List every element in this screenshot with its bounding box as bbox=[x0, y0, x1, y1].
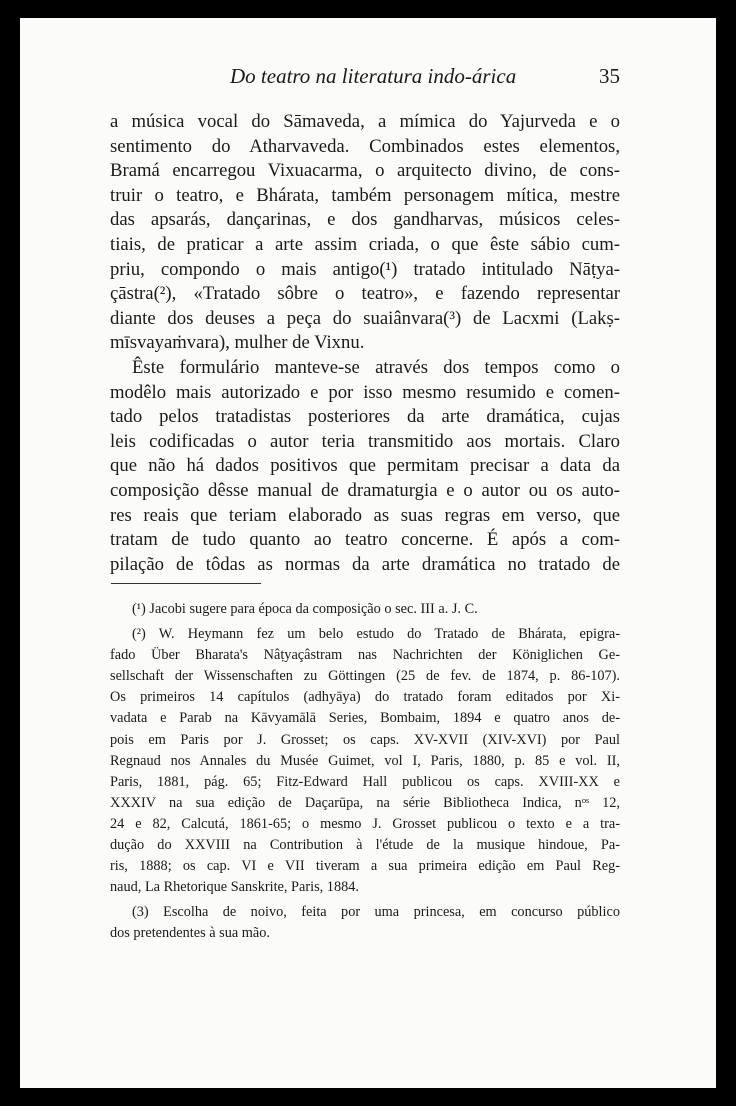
footnote-2-line: pois em Paris por J. Grosset; os caps. XV-XVII (XIV-XVI) por Paul bbox=[110, 731, 620, 748]
footnote-2-line: Paris, 1881, pág. 65; Fitz-Edward Hall publicou os caps. XVIII-XX e bbox=[110, 773, 620, 790]
footnotes bbox=[110, 599, 620, 945]
body-line: priu, compondo o mais antigo(¹) tratado intitulado Nāṭya- bbox=[110, 258, 620, 280]
book-page bbox=[20, 18, 716, 1088]
body-line: pilação de tôdas as normas da arte dramática no tratado de bbox=[110, 553, 620, 575]
body-line: sentimento do Atharvaveda. Combinados estes elementos, bbox=[110, 135, 620, 157]
footnote-2-line: Regnaud nos Annales du Musée Guimet, vol I, Paris, 1880, p. 85 e vol. II, bbox=[110, 752, 620, 769]
footnote-3-line: dos pretendentes à sua mão. bbox=[110, 925, 270, 942]
footnote-3-line: (3) Escolha de noivo, feita por uma princesa, em concurso público bbox=[132, 904, 620, 921]
body-line: modêlo mais autorizado e por isso mesmo resumido e comen- bbox=[110, 381, 620, 403]
footnote-2-line: XXXIV na sua edição de Daçarūpa, na série Bibliotheca Indica, nᵒˢ 12, bbox=[110, 794, 620, 811]
body-line: tado pelos tratadistas posteriores da arte dramática, cujas bbox=[110, 406, 620, 428]
footnote-rule bbox=[111, 583, 261, 584]
body-line: Êste formulário manteve-se através dos tempos como o bbox=[132, 356, 620, 378]
body-line: tratam de tudo quanto ao teatro concerne. É após a com- bbox=[110, 529, 620, 551]
body-line: çāstra(²), «Tratado sôbre o teatro», e fazendo representar bbox=[110, 283, 620, 305]
body-line: truir o teatro, e Bhárata, também personagem mítica, mestre bbox=[110, 184, 620, 206]
footnote-2-line: fado Über Bharata's Nâṭyaçâstram nas Nachrichten der Königlichen Ge- bbox=[110, 647, 620, 664]
footnote-2-line: sellschaft der Wissenschaften zu Göttingen (25 de fev. de 1874, p. 86-107). bbox=[110, 668, 620, 685]
body-text bbox=[110, 110, 620, 577]
body-line: das apsarás, dançarinas, e dos gandharvas, músicos celes- bbox=[110, 209, 620, 231]
body-line: que não há dados positivos que permitam precisar a data da bbox=[110, 455, 620, 477]
footnote-2-line: naud, La Rhetorique Sanskrite, Paris, 1884. bbox=[110, 879, 359, 896]
page-number: 35 bbox=[599, 64, 620, 88]
footnote-2-line: dução do XXVIII na Contribution à l'étude de la musique hindoue, Pa- bbox=[110, 837, 620, 854]
footnote-1-line: (¹) Jacobi sugere para época da composição o sec. III a. J. C. bbox=[132, 601, 478, 617]
footnote-2-line: 24 e 82, Calcutá, 1861-65; o mesmo J. Grosset publicou o texto e a tra- bbox=[110, 815, 620, 832]
body-line: leis codificadas o autor teria transmitido aos mortais. Claro bbox=[110, 430, 620, 452]
page-header bbox=[110, 64, 620, 94]
footnote-2-line: (²) W. Heymann fez um belo estudo do Tratado de Bhárata, epigra- bbox=[132, 626, 620, 643]
body-line: Bramá encarregou Vixuacarma, o arquitecto divino, de cons- bbox=[110, 160, 620, 182]
footnote-2-line: vadata e Parab na Kāvyamālā Series, Bombaim, 1894 e quatro anos de- bbox=[110, 710, 620, 727]
body-line: tiais, de praticar a arte assim criada, o que êste sábio cum- bbox=[110, 233, 620, 255]
body-line: res reais que teriam elaborado as suas regras em verso, que bbox=[110, 504, 620, 526]
body-line: a música vocal do Sāmaveda, a mímica do Yajurveda e o bbox=[110, 111, 620, 132]
running-title: Do teatro na literatura indo-árica bbox=[230, 64, 517, 88]
footnote-2-line: Os primeiros 14 capítulos (adhyāya) do tratado foram editados por Xi- bbox=[110, 689, 620, 706]
body-line: diante dos deuses a peça do suaiânvara(³) de Lacxmi (Lakṣ- bbox=[110, 307, 620, 329]
body-line: composição dêsse manual de dramaturgia e o autor ou os auto- bbox=[110, 479, 620, 501]
footnote-2-line: ris, 1888; os cap. VI e VII tiveram a sua primeira edição em Paul Reg- bbox=[110, 858, 620, 875]
body-line: mīsvayaṁvara), mulher de Vixnu. bbox=[110, 332, 365, 354]
